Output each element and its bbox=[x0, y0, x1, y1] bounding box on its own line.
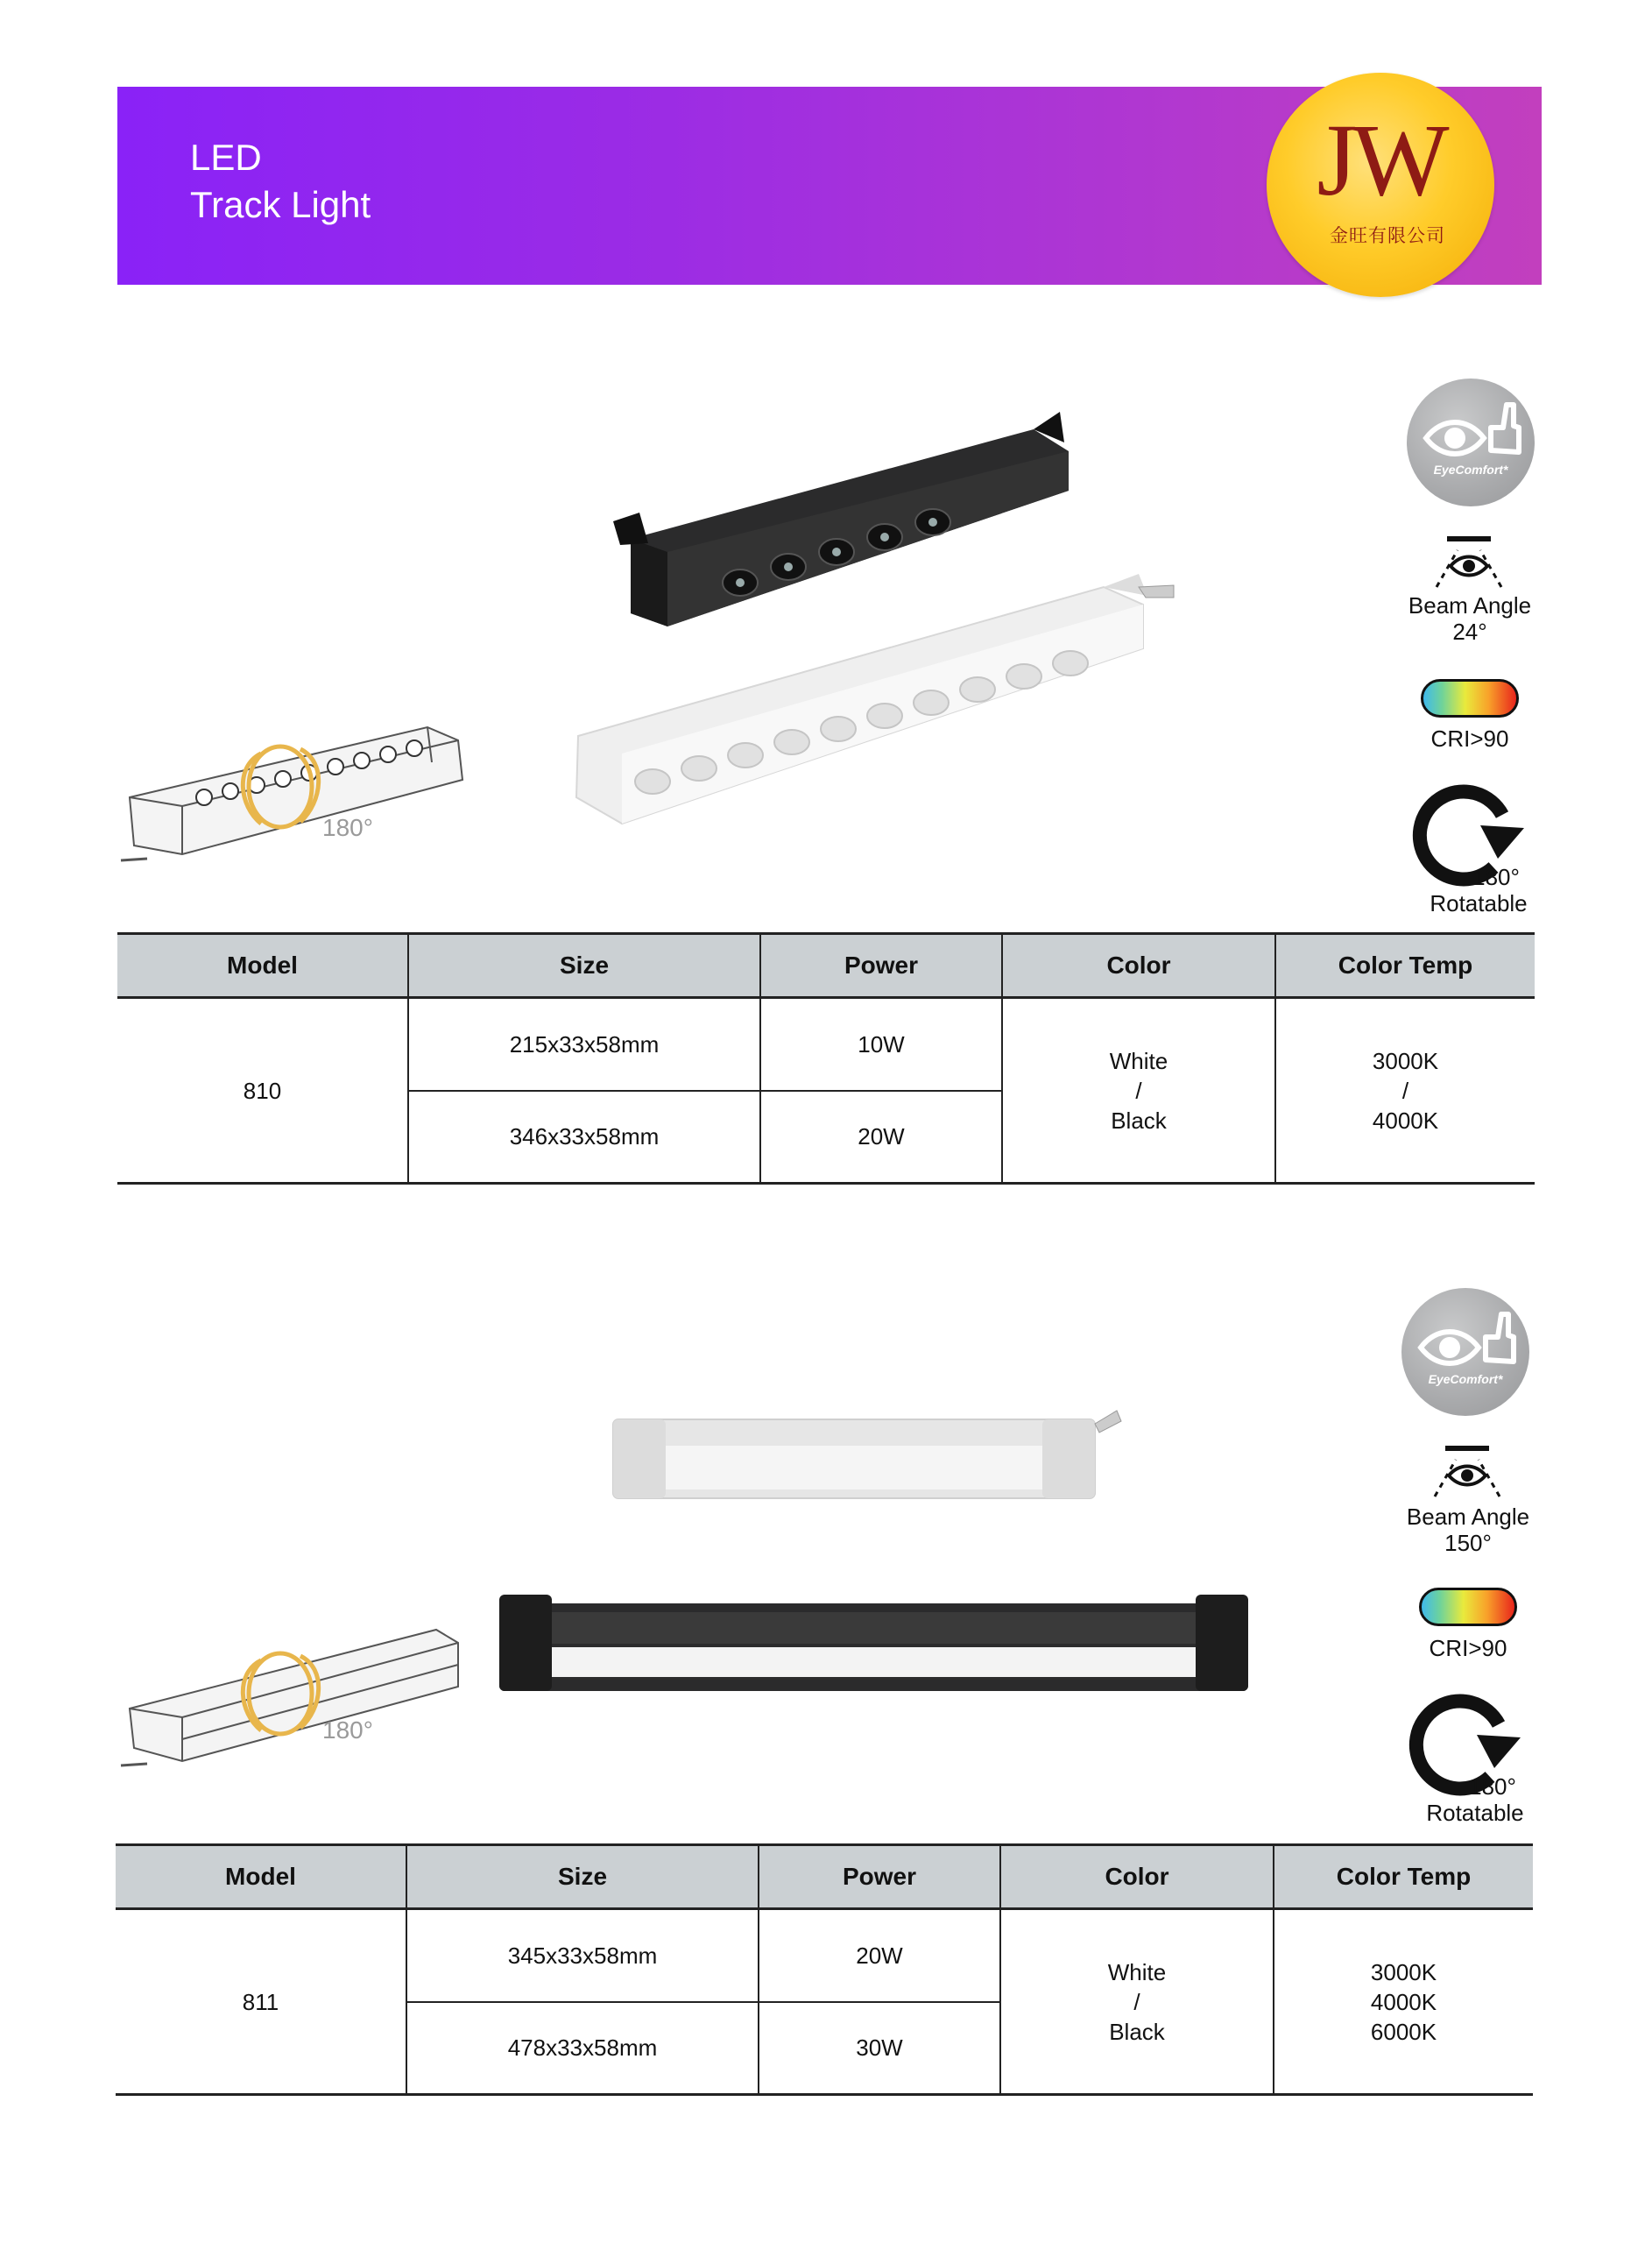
col-header-color-temp: Color Temp bbox=[1275, 934, 1535, 998]
rotation-label-811: 180° bbox=[322, 1716, 373, 1744]
color-line: / bbox=[1133, 1988, 1140, 2015]
logo-text: JW bbox=[1317, 103, 1444, 217]
beam-angle-title: Beam Angle bbox=[1408, 592, 1532, 619]
company-logo bbox=[1267, 73, 1494, 297]
temp-line: 6000K bbox=[1370, 2018, 1437, 2045]
eye-comfort-label: EyeComfort* bbox=[1428, 1372, 1503, 1386]
temp-line: 3000K bbox=[1372, 1047, 1439, 1074]
page-title-line2: Track Light bbox=[190, 184, 371, 225]
cell-power: 20W bbox=[759, 1909, 1000, 2002]
cell-size: 346x33x58mm bbox=[408, 1091, 760, 1184]
cell-model: 811 bbox=[116, 1909, 406, 2095]
col-header-power: Power bbox=[760, 934, 1002, 998]
rotate-value: 180° bbox=[1472, 864, 1520, 890]
eye-thumb-icon bbox=[1407, 379, 1535, 506]
spec-table-810 bbox=[117, 932, 1535, 1185]
col-header-model: Model bbox=[116, 1845, 406, 1909]
rotation-sketch-811 bbox=[112, 1603, 480, 1779]
rotate-label: Rotatable bbox=[1430, 890, 1528, 916]
cell-color-temp bbox=[1274, 1909, 1533, 2095]
cell-color-temp bbox=[1275, 998, 1535, 1184]
color-line: White bbox=[1109, 1047, 1168, 1074]
cell-power: 20W bbox=[760, 1091, 1002, 1184]
temp-line: / bbox=[1401, 1077, 1409, 1104]
product-image-811-white bbox=[604, 1402, 1147, 1507]
col-header-color-temp: Color Temp bbox=[1274, 1845, 1533, 1909]
cell-size: 478x33x58mm bbox=[406, 2002, 759, 2095]
beam-angle-value: 24° bbox=[1452, 619, 1487, 645]
col-header-power: Power bbox=[759, 1845, 1000, 1909]
rotation-label-810: 180° bbox=[322, 814, 373, 841]
rotation-sketch-810 bbox=[112, 701, 480, 876]
cell-model: 810 bbox=[117, 998, 408, 1184]
product-image-811-black bbox=[491, 1586, 1261, 1700]
product-image-810-white bbox=[561, 570, 1191, 832]
color-line: Black bbox=[1109, 2018, 1165, 2045]
eye-comfort-badge bbox=[1401, 1288, 1529, 1416]
cell-size: 215x33x58mm bbox=[408, 998, 760, 1091]
cri-color-bar bbox=[1421, 679, 1519, 718]
eye-comfort-badge bbox=[1407, 379, 1535, 506]
beam-angle-label-810 bbox=[1391, 592, 1549, 645]
rotate-label: Rotatable bbox=[1426, 1800, 1524, 1826]
color-line: / bbox=[1135, 1077, 1142, 1104]
temp-line: 4000K bbox=[1372, 1107, 1439, 1134]
beam-angle-title: Beam Angle bbox=[1406, 1504, 1530, 1530]
beam-angle-value: 150° bbox=[1444, 1530, 1492, 1556]
col-header-color: Color bbox=[1002, 934, 1275, 998]
logo-subtext: 金旺有限公司 bbox=[1330, 226, 1445, 246]
cri-color-bar bbox=[1419, 1588, 1517, 1626]
spec-table-811 bbox=[116, 1843, 1533, 2096]
cell-power: 10W bbox=[760, 998, 1002, 1091]
color-line: Black bbox=[1111, 1107, 1167, 1134]
cell-power: 30W bbox=[759, 2002, 1000, 2095]
rotate-value: 180° bbox=[1469, 1773, 1516, 1800]
rotatable-label-811 bbox=[1387, 1773, 1563, 1826]
cri-label-811: CRI>90 bbox=[1429, 1635, 1507, 1661]
beam-angle-label-811 bbox=[1389, 1504, 1547, 1556]
beam-angle-icon bbox=[1410, 1446, 1524, 1498]
col-header-color: Color bbox=[1000, 1845, 1274, 1909]
rotatable-label-810 bbox=[1391, 864, 1566, 916]
page-title-line1: LED bbox=[190, 137, 262, 178]
temp-line: 3000K bbox=[1370, 1958, 1437, 1985]
beam-angle-icon bbox=[1412, 536, 1526, 589]
cri-label-810: CRI>90 bbox=[1430, 725, 1509, 752]
col-header-model: Model bbox=[117, 934, 408, 998]
col-header-size: Size bbox=[406, 1845, 759, 1909]
temp-line: 4000K bbox=[1370, 1988, 1437, 2015]
eye-comfort-label: EyeComfort* bbox=[1433, 463, 1508, 477]
color-line: White bbox=[1107, 1958, 1167, 1985]
cell-color bbox=[1000, 1909, 1274, 2095]
cell-size: 345x33x58mm bbox=[406, 1909, 759, 2002]
cell-color bbox=[1002, 998, 1275, 1184]
col-header-size: Size bbox=[408, 934, 760, 998]
eye-thumb-icon bbox=[1401, 1288, 1529, 1416]
